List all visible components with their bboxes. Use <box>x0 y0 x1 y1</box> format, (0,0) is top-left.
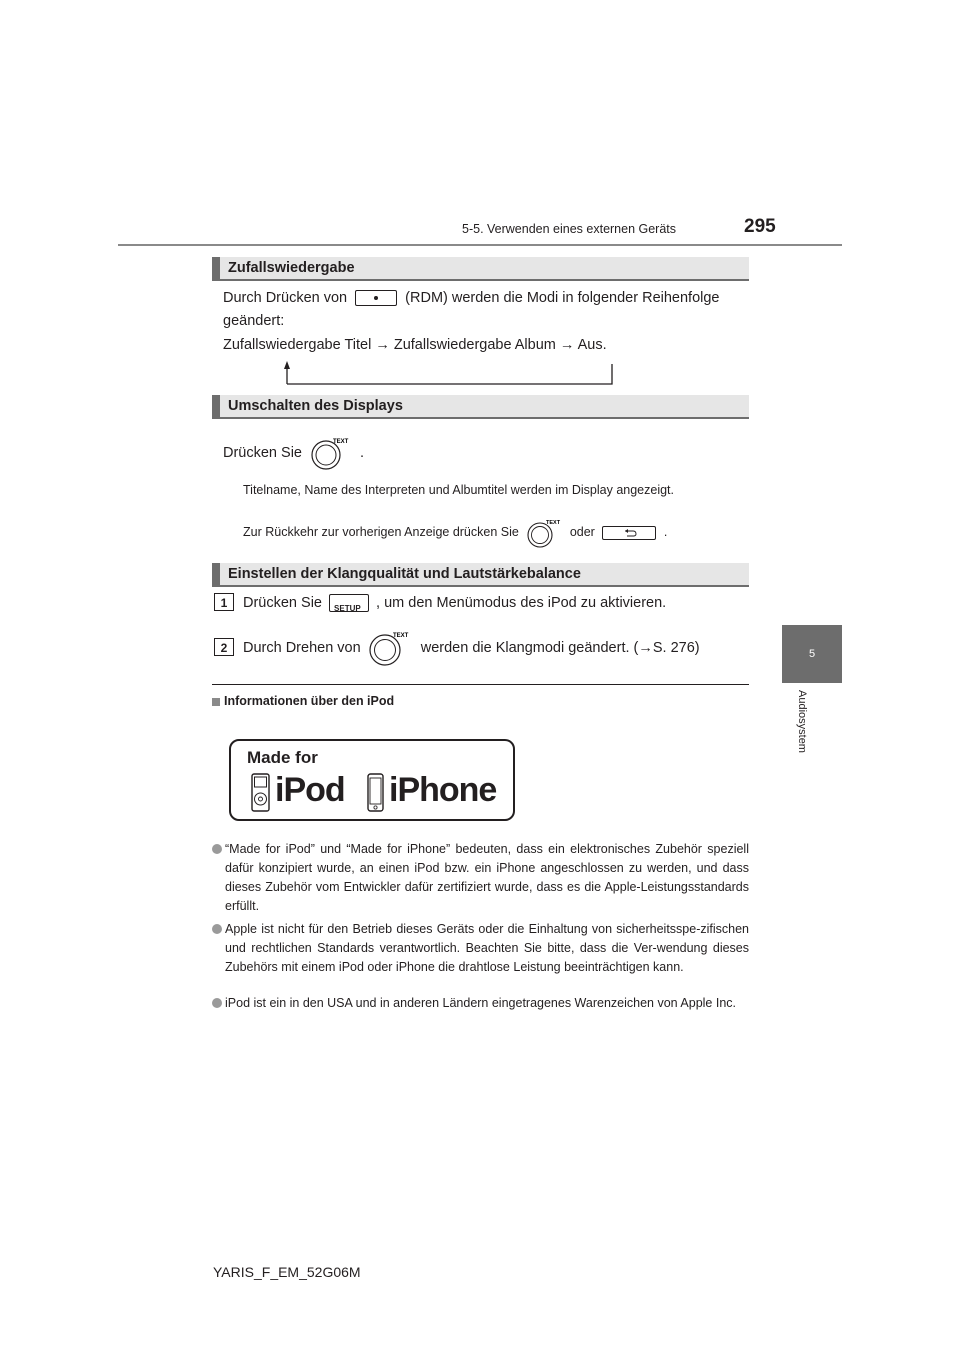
back-button-icon <box>602 526 656 540</box>
info-bullet-text: iPod ist ein in den USA und in anderen Ländern eingetragenes Warenzeichen von Apple Inc. <box>225 996 736 1010</box>
display-note-1: Titelname, Name des Interpreten und Albumtitel werden im Display angezeigt. <box>243 483 675 497</box>
display-note-2 <box>243 517 667 549</box>
step-1-post: , um den Menümodus des iPod zu aktivieren. <box>376 595 667 611</box>
step-number-1: 1 <box>214 593 234 611</box>
logo-ipod: iPod <box>275 771 345 809</box>
info-title-text: Informationen über den iPod <box>224 694 395 708</box>
heading-display: Umschalten des Displays <box>212 395 749 419</box>
step-2-pre: Durch Drehen von <box>243 640 361 656</box>
header-rule <box>118 244 842 246</box>
step-1-pre: Drücken Sie <box>243 595 322 611</box>
rdm-button-icon <box>355 290 397 306</box>
iphone-device-icon <box>367 773 385 813</box>
setup-button-label: SETUP <box>334 604 361 614</box>
text-knob-label: TEXT <box>392 633 409 640</box>
random-text-post: (RDM) werden die Modi in folgender Reihenfolge <box>405 290 720 306</box>
text-knob-icon <box>524 518 564 548</box>
text-knob-icon <box>367 630 415 666</box>
chapter-tab: 5 <box>782 625 842 683</box>
display-note-2-mid: oder <box>569 525 595 539</box>
heading-sound: Einstellen der Klangqualität und Lautstärkebalance <box>212 563 749 587</box>
text-knob-icon <box>308 436 354 470</box>
text-knob-label: TEXT <box>333 439 349 446</box>
bullet-dot-icon <box>212 998 222 1008</box>
display-note-2-post: . <box>663 525 668 539</box>
info-title <box>212 694 394 708</box>
section-title: 5-5. Verwenden eines externen Geräts <box>462 222 677 236</box>
info-bullet-text: “Made for iPod” und “Made for iPhone” bedeuten, dass ein elektronisches Zubehör speziell dafür konzipiert wurde, an einen iPod bzw. ein iPhone angeschlossen zu werden, und dass dieses Zubehör vom Entwickler dafür zertifiziert wurde, dass es die Apple-Leistungsstandards erfüllt. <box>225 842 749 913</box>
square-bullet-icon <box>212 698 220 706</box>
return-arrow-icon <box>603 527 655 539</box>
info-bullet-text: Apple ist nicht für den Betrieb dieses Geräts oder die Einhaltung von sicherheitsspe-zifischen und rechtlichen Standards verantwortlich. Beachten Sie bitte, dass die Ver-wendung dieses Zubehörs mit einem iPod oder iPhone die drahtlose Leistung beeinträchtigen kann. <box>225 922 749 974</box>
random-text-pre: Durch Drücken von <box>223 290 348 306</box>
info-bullet <box>212 840 749 916</box>
random-sequence: Zufallswiedergabe Titel → Zufallswiedergabe Album → Aus. <box>223 337 607 353</box>
display-press <box>223 436 364 470</box>
chapter-tab-label: Audiosystem <box>796 690 808 753</box>
info-rule <box>212 684 749 685</box>
page-number: 295 <box>744 216 776 237</box>
display-press-pre: Drücken Sie <box>223 445 302 461</box>
bullet-dot-icon <box>212 844 222 854</box>
step-1-text <box>243 592 666 616</box>
logo-made-for: Made for <box>247 748 318 767</box>
bullet-dot-icon <box>212 924 222 934</box>
setup-button-icon <box>329 594 369 612</box>
display-note-2-pre: Zur Rückkehr zur vorherigen Anzeige drücken Sie <box>243 525 519 539</box>
made-for-ipod-iphone-logo <box>229 739 515 821</box>
step-number-2: 2 <box>214 638 234 656</box>
random-paragraph <box>223 287 749 333</box>
info-bullet <box>212 920 749 977</box>
random-text-line2: geändert: <box>223 313 285 329</box>
display-press-post: . <box>360 445 365 461</box>
logo-iphone: iPhone <box>389 771 497 809</box>
heading-random: Zufallswiedergabe <box>212 257 749 281</box>
text-knob-label: TEXT <box>546 519 561 526</box>
document-code: YARIS_F_EM_52G06M <box>213 1264 361 1280</box>
sequence-return-arrow <box>280 360 620 388</box>
info-bullet <box>212 994 749 1013</box>
step-2-post: werden die Klangmodi geändert. (→S. 276) <box>420 640 700 656</box>
step-2-text <box>243 630 700 666</box>
ipod-device-icon <box>251 773 271 813</box>
